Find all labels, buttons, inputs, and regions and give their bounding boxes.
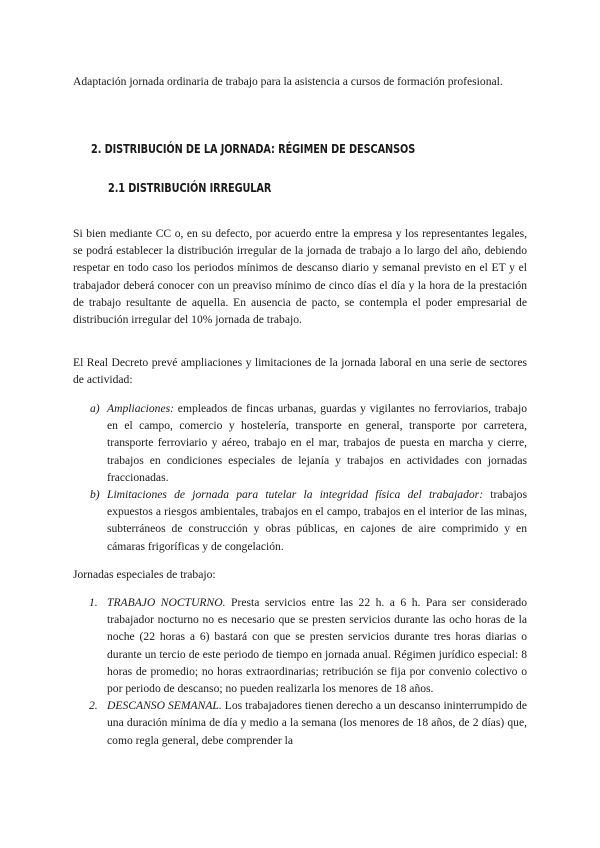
list-text: trabajos expuestos a riesgos ambientales, trabajos en el campo, trabajos en el interior de las minas, subterráneos de construcción y obras públicas, en cajones de aire comprimido y en cámaras frigoríficas y de congelación. [107,488,527,553]
subsection-heading: 2.1 DISTRIBUCIÓN IRREGULAR [108,180,272,195]
list-marker: 1. [89,596,98,609]
paragraph-real-decreto: El Real Decreto prevé ampliaciones y limitaciones de la jornada laboral en una serie de sectores de actividad: [73,356,527,387]
paragraph-jornadas-especiales: Jornadas especiales de trabajo: [73,568,216,581]
list-term: Limitaciones de jornada para tutelar la integridad física del trabajador: [107,488,484,502]
list-term: TRABAJO NOCTURNO. [107,596,226,609]
list-item [73,400,527,486]
list-ampliaciones-limitaciones [73,400,527,555]
section-heading: 2. DISTRIBUCIÓN DE LA JORNADA: RÉGIMEN DE DESCANSOS [91,141,416,156]
list-text: Presta servicios entre las 22 h. a 6 h. Para ser considerado trabajador nocturno no es necesario que se presten servicios durante las ocho horas de la noche (22 horas a 6) bastará con que se presten servicios durante tres horas diarias o durante un tercio de este periodo de tiempo en jornada anual. Régimen jurídico especial: 8 horas de promedio; no horas extraordinarias; retribución se fija por convenio colectivo o por periodo de descanso; no pueden realizarla los menores de 18 años. [107,596,527,696]
list-jornadas-especiales [73,594,527,749]
intro-paragraph: Adaptación jornada ordinaria de trabajo para la asistencia a cursos de formación profesional. [73,75,503,88]
paragraph-distribucion: Si bien mediante CC o, en su defecto, por acuerdo entre la empresa y los representantes legales, se podrá establecer la distribución irregular de la jornada de trabajo a lo largo del año, debiendo respetar en todo caso los periodos mínimos de descanso diario y semanal previsto en el ET y el trabajador deberá conocer con un preaviso mínimo de cinco días el día y la hora de la prestación de trabajo resultante de aquella. En ausencia de pacto, se contempla el poder empresarial de distribución irregular del 10% jornada de trabajo. [73,227,527,327]
list-marker: b) [90,488,100,502]
list-marker: 2. [89,699,98,713]
list-term: Ampliaciones: [107,402,174,415]
list-text: Los trabajadores tienen derecho a un descanso ininterrumpido de una duración mínima de día y medio a la semana (los menores de 18 años, de 2 días) que, como regla general, debe comprender la [107,699,527,747]
list-marker: a) [90,402,100,415]
list-item [73,486,527,555]
list-item [73,697,527,749]
list-item [73,594,527,697]
list-text: empleados de fincas urbanas, guardas y vigilantes no ferroviarios, trabajo en el campo, comercio y hostelería, transporte en general, transporte por carretera, transporte ferroviario y aéreo, trabajo en el mar, trabajos de puesta en marcha y cierre, trabajos en condiciones especiales de lejanía y trabajos en actividades con jornadas fraccionadas. [107,402,527,484]
list-term: DESCANSO SEMANAL. [107,699,222,713]
